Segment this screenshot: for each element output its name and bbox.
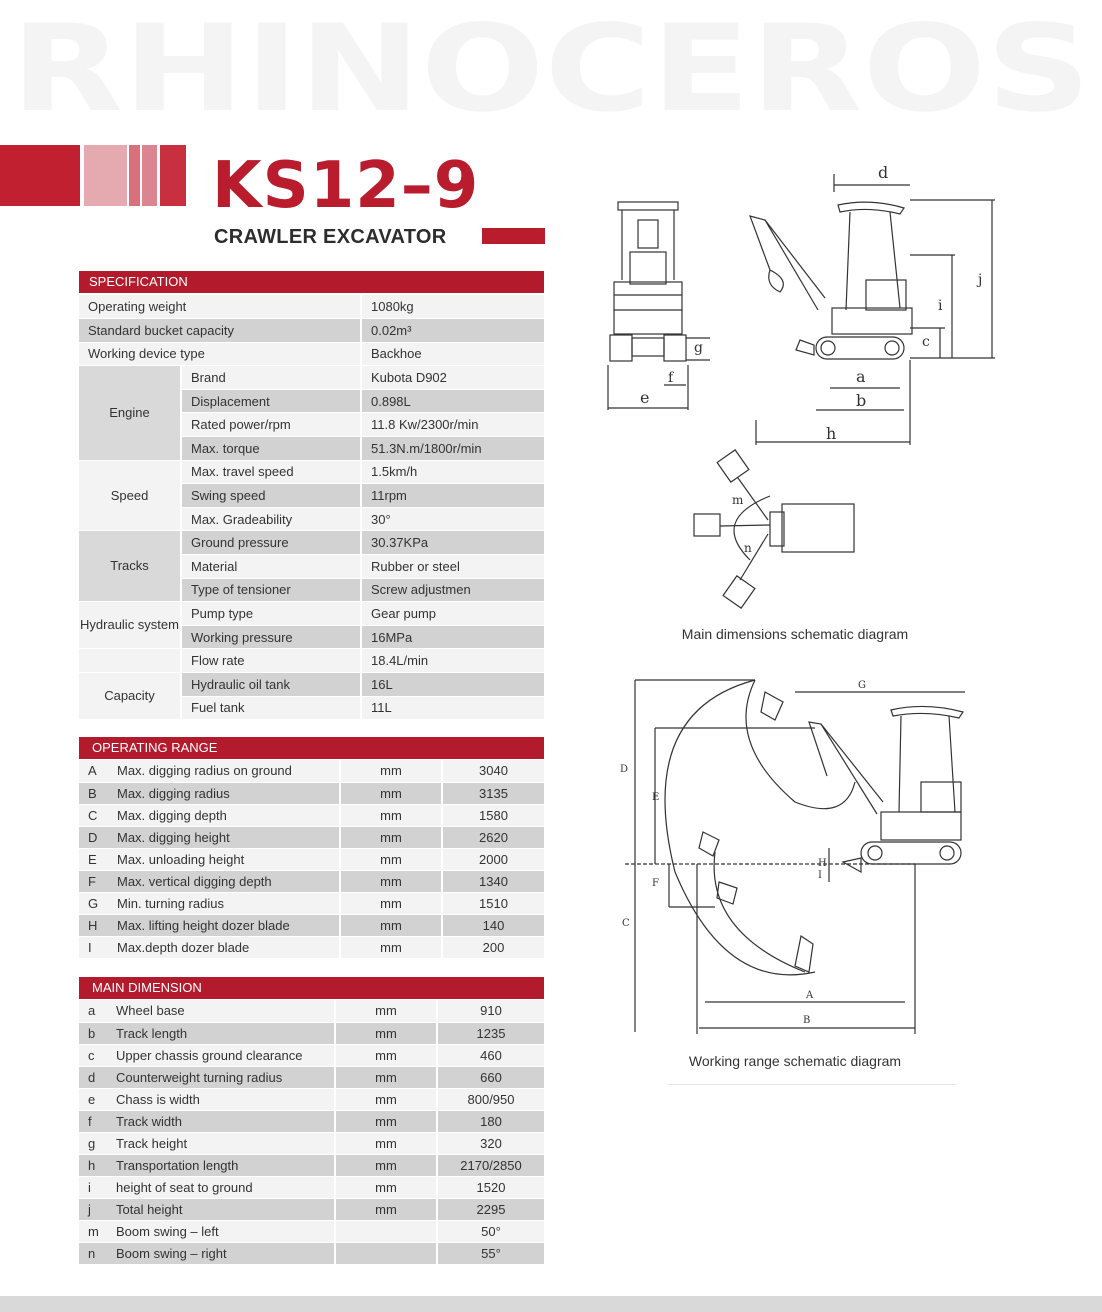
row-value: 320 — [437, 1132, 544, 1154]
spec-label: Type of tensioner — [181, 578, 361, 602]
row-value: 2000 — [442, 848, 544, 870]
row-unit: mm — [340, 936, 442, 958]
dim-label-j: j — [978, 272, 983, 288]
operating-range-row — [79, 936, 544, 958]
operating-range-row — [79, 760, 544, 782]
operating-range-row — [79, 826, 544, 848]
spec-group-name: Speed — [79, 460, 181, 531]
dim-label-n: n — [744, 541, 752, 555]
row-code: C — [79, 804, 108, 826]
faint-divider — [667, 1084, 957, 1085]
spec-row — [79, 460, 544, 484]
spec-label: Swing speed — [181, 484, 361, 508]
row-label: Total height — [107, 1198, 335, 1220]
spec-row — [79, 531, 544, 555]
spec-label: Hydraulic oil tank — [181, 673, 361, 697]
dim-label-i: i — [938, 298, 943, 314]
row-code: b — [79, 1022, 107, 1044]
spec-row — [79, 673, 544, 697]
row-value: 1340 — [442, 870, 544, 892]
spec-label: Max. travel speed — [181, 460, 361, 484]
dim-label-g: g — [694, 340, 703, 356]
spec-row — [79, 649, 544, 673]
dim-label-h: h — [826, 424, 837, 443]
operating-range-row — [79, 848, 544, 870]
main-dimension-row — [79, 1022, 544, 1044]
row-code: I — [79, 936, 108, 958]
row-label: Upper chassis ground clearance — [107, 1044, 335, 1066]
row-unit: mm — [335, 1000, 437, 1022]
row-unit: mm — [340, 848, 442, 870]
row-value: 50° — [437, 1220, 544, 1242]
operating-range-row — [79, 870, 544, 892]
row-value: 1580 — [442, 804, 544, 826]
label-E: E — [652, 792, 660, 803]
page-subtitle: CRAWLER EXCAVATOR — [214, 226, 447, 248]
spec-label: Brand — [181, 366, 361, 390]
operating-range-table — [79, 760, 544, 959]
row-code: E — [79, 848, 108, 870]
row-label: Track height — [107, 1132, 335, 1154]
spec-label: Standard bucket capacity — [79, 319, 361, 343]
row-code: D — [79, 826, 108, 848]
deco-bar-1 — [84, 145, 127, 206]
row-label: Max. digging depth — [108, 804, 340, 826]
row-code: n — [79, 1242, 107, 1264]
spec-label: Rated power/rpm — [181, 413, 361, 437]
spec-label: Working pressure — [181, 625, 361, 649]
spec-value: Gear pump — [361, 602, 544, 626]
subtitle-bar — [482, 228, 545, 244]
spec-row — [79, 602, 544, 626]
bucket-bottom — [795, 936, 813, 972]
row-code: h — [79, 1154, 107, 1176]
main-dimension-row — [79, 1044, 544, 1066]
spec-group-name: Hydraulic system — [79, 602, 181, 649]
spec-value: 0.898L — [361, 389, 544, 413]
row-label: Max.depth dozer blade — [108, 936, 340, 958]
row-code: H — [79, 914, 108, 936]
label-F: F — [652, 878, 659, 889]
row-unit — [335, 1220, 437, 1242]
side-view-drawing — [750, 202, 912, 359]
main-dimension-row — [79, 1198, 544, 1220]
row-label: Track width — [107, 1110, 335, 1132]
row-code: c — [79, 1044, 107, 1066]
row-value: 3135 — [442, 782, 544, 804]
spec-value: 30.37KPa — [361, 531, 544, 555]
main-dimensions-caption: Main dimensions schematic diagram — [681, 626, 909, 642]
row-label: Boom swing – left — [107, 1220, 335, 1242]
row-unit: mm — [335, 1044, 437, 1066]
row-unit: mm — [340, 782, 442, 804]
page-title: KS12–9 — [212, 149, 480, 223]
row-code: B — [79, 782, 108, 804]
row-code: G — [79, 892, 108, 914]
row-unit: mm — [335, 1088, 437, 1110]
spec-row — [79, 366, 544, 390]
row-code: d — [79, 1066, 107, 1088]
row-value: 180 — [437, 1110, 544, 1132]
spec-label: Ground pressure — [181, 531, 361, 555]
spec-value: Rubber or steel — [361, 555, 544, 579]
spec-group-name — [79, 649, 181, 673]
deco-bar-3 — [142, 145, 157, 206]
row-value: 1510 — [442, 892, 544, 914]
spec-value: 11rpm — [361, 484, 544, 508]
row-unit — [335, 1242, 437, 1264]
row-code: e — [79, 1088, 107, 1110]
main-dimension-header: MAIN DIMENSION — [79, 977, 544, 999]
spec-value: Backhoe — [361, 342, 544, 366]
row-label: Max. digging radius — [108, 782, 340, 804]
spec-row — [79, 295, 544, 319]
spec-label: Operating weight — [79, 295, 361, 319]
row-label: height of seat to ground — [107, 1176, 335, 1198]
spec-group-name: Engine — [79, 366, 181, 460]
row-unit: mm — [340, 870, 442, 892]
row-label: Boom swing – right — [107, 1242, 335, 1264]
label-D: D — [620, 764, 629, 775]
spec-value: 11L — [361, 696, 544, 720]
spec-group-name: Capacity — [79, 673, 181, 720]
main-dimension-row — [79, 1088, 544, 1110]
spec-label: Max. torque — [181, 437, 361, 461]
bucket-top — [761, 692, 783, 720]
dim-label-c: c — [922, 334, 930, 350]
row-label: Max. digging radius on ground — [108, 760, 340, 782]
dim-label-a: a — [856, 367, 866, 386]
dim-label-d: d — [878, 163, 889, 182]
deco-bar-main — [0, 145, 80, 206]
spec-label: Fuel tank — [181, 696, 361, 720]
main-dimension-row — [79, 1154, 544, 1176]
row-code: g — [79, 1132, 107, 1154]
working-range-diagram — [615, 672, 975, 1042]
spec-value: 0.02m³ — [361, 319, 544, 343]
row-value: 1235 — [437, 1022, 544, 1044]
main-dimension-row — [79, 1220, 544, 1242]
label-G: G — [858, 680, 866, 691]
dim-label-b: b — [856, 391, 867, 410]
spec-value: 18.4L/min — [361, 649, 544, 673]
row-value: 660 — [437, 1066, 544, 1088]
label-I: I — [818, 870, 822, 881]
spec-label: Pump type — [181, 602, 361, 626]
spec-value: 1.5km/h — [361, 460, 544, 484]
main-dimension-table — [79, 1000, 544, 1265]
main-dimension-row — [79, 1000, 544, 1022]
row-label: Chass is width — [107, 1088, 335, 1110]
row-value: 2295 — [437, 1198, 544, 1220]
spec-value: Kubota D902 — [361, 366, 544, 390]
main-dimension-row — [79, 1110, 544, 1132]
label-H: H — [818, 858, 827, 869]
operating-range-row — [79, 892, 544, 914]
spec-label: Max. Gradeability — [181, 507, 361, 531]
spec-group-name: Tracks — [79, 531, 181, 602]
row-label: Counterweight turning radius — [107, 1066, 335, 1088]
label-C: C — [622, 918, 630, 929]
excavator-side-drawing — [809, 706, 963, 872]
spec-value: 51.3N.m/1800r/min — [361, 437, 544, 461]
row-value: 55° — [437, 1242, 544, 1264]
row-unit: mm — [340, 760, 442, 782]
spec-value: 16MPa — [361, 625, 544, 649]
row-value: 3040 — [442, 760, 544, 782]
row-unit: mm — [340, 804, 442, 826]
row-value: 460 — [437, 1044, 544, 1066]
specification-header: SPECIFICATION — [79, 271, 544, 293]
operating-range-row — [79, 804, 544, 826]
row-value: 910 — [437, 1000, 544, 1022]
row-label: Min. turning radius — [108, 892, 340, 914]
spec-value: Screw adjustmen — [361, 578, 544, 602]
row-unit: mm — [335, 1066, 437, 1088]
row-value: 1520 — [437, 1176, 544, 1198]
row-value: 140 — [442, 914, 544, 936]
spec-label: Displacement — [181, 389, 361, 413]
dim-label-m: m — [732, 493, 744, 507]
bucket-left — [699, 832, 719, 856]
top-view-drawing — [694, 450, 854, 608]
spec-value: 11.8 Kw/2300r/min — [361, 413, 544, 437]
row-code: j — [79, 1198, 107, 1220]
row-label: Max. lifting height dozer blade — [108, 914, 340, 936]
row-value: 2170/2850 — [437, 1154, 544, 1176]
row-unit: mm — [340, 914, 442, 936]
row-unit: mm — [335, 1132, 437, 1154]
spec-row — [79, 319, 544, 343]
operating-range-header: OPERATING RANGE — [79, 737, 544, 759]
row-value: 200 — [442, 936, 544, 958]
spec-value: 16L — [361, 673, 544, 697]
watermark-brand — [0, 10, 1102, 125]
row-unit: mm — [335, 1198, 437, 1220]
spec-value: 1080kg — [361, 295, 544, 319]
spec-row — [79, 342, 544, 366]
dim-label-e: e — [640, 388, 650, 407]
specification-table — [79, 295, 544, 720]
main-dimension-row — [79, 1176, 544, 1198]
row-label: Wheel base — [107, 1000, 335, 1022]
deco-bar-2 — [129, 145, 140, 206]
spec-label: Flow rate — [181, 649, 361, 673]
row-code: i — [79, 1176, 107, 1198]
row-label: Max. digging height — [108, 826, 340, 848]
row-label: Transportation length — [107, 1154, 335, 1176]
row-value: 800/950 — [437, 1088, 544, 1110]
row-code: A — [79, 760, 108, 782]
row-code: f — [79, 1110, 107, 1132]
front-view-drawing — [608, 202, 710, 410]
label-B: B — [803, 1015, 811, 1026]
row-label: Max. unloading height — [108, 848, 340, 870]
watermark-text: RHINOCEROS — [11, 10, 1091, 125]
spec-value: 30° — [361, 507, 544, 531]
row-code: F — [79, 870, 108, 892]
main-dimensions-diagram — [600, 160, 1020, 620]
row-code: a — [79, 1000, 107, 1022]
dim-label-f: f — [668, 370, 674, 386]
spec-label: Working device type — [79, 342, 361, 366]
row-unit: mm — [335, 1176, 437, 1198]
main-dimension-row — [79, 1066, 544, 1088]
main-dimension-row — [79, 1132, 544, 1154]
row-unit: mm — [335, 1154, 437, 1176]
row-unit: mm — [340, 826, 442, 848]
footer-bar — [0, 1296, 1102, 1312]
deco-bar-4 — [160, 145, 186, 206]
row-unit: mm — [335, 1110, 437, 1132]
operating-range-row — [79, 782, 544, 804]
row-unit: mm — [335, 1022, 437, 1044]
operating-range-row — [79, 914, 544, 936]
working-range-caption: Working range schematic diagram — [688, 1053, 902, 1069]
main-dimension-row — [79, 1242, 544, 1264]
row-label: Max. vertical digging depth — [108, 870, 340, 892]
spec-label: Material — [181, 555, 361, 579]
row-code: m — [79, 1220, 107, 1242]
row-label: Track length — [107, 1022, 335, 1044]
label-A: A — [806, 990, 814, 1001]
row-unit: mm — [340, 892, 442, 914]
row-value: 2620 — [442, 826, 544, 848]
